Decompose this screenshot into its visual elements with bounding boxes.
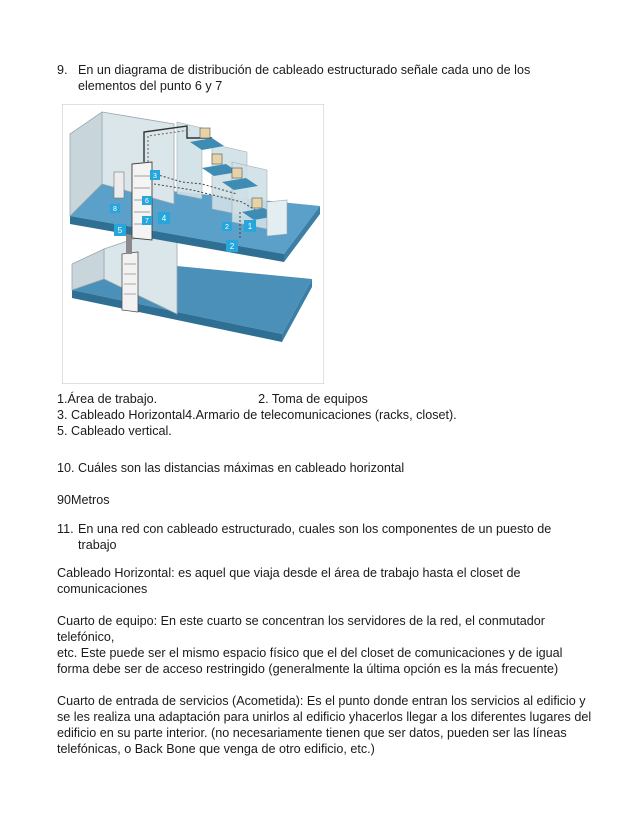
- paragraph-cuarto-equipo-1: Cuarto de equipo: En este cuarto se concentran los servidores de la red, el conmutador telefónico,: [57, 614, 545, 644]
- label-5-badge: [114, 224, 126, 236]
- question-11: [57, 521, 567, 553]
- paragraph-cuarto-equipo-2: etc. Este puede ser el mismo espacio físico que el del closet de comunicaciones y de igual forma debe ser de acceso restringido (generalmente la última opción es la más frecuente): [57, 646, 563, 676]
- legend-item-2: 2. Toma de equipos: [258, 392, 368, 406]
- paragraph-cableado-horizontal: Cableado Horizontal: es aquel que viaja desde el área de trabajo hasta el closet de comunicaciones: [57, 566, 521, 596]
- label-5: 5: [117, 226, 123, 235]
- question-10: [57, 460, 577, 476]
- answer-10: 90Metros: [57, 493, 110, 507]
- label-2-badge-top: [222, 222, 232, 231]
- legend-line-2: 3. Cableado Horizontal4.Armario de telecomunicaciones (racks, closet).: [57, 408, 457, 422]
- paragraph-acometida: Cuarto de entrada de servicios (Acometida): Es el punto donde entran los servicios al edificio y se les realiza una adaptación para unirlos al edificio yhacerlos llegar a los diferentes lugares del edificio en su parte interior. (no necesariamente tienen que ser datos, pueden ser las líneas telefónicas, o Back Bone que venga de otro edificio, etc.): [57, 694, 592, 756]
- label-7: 7: [145, 218, 149, 225]
- label-8: 8: [113, 206, 117, 213]
- wall-panel: [114, 172, 124, 198]
- label-2-badge: [226, 240, 238, 252]
- legend-item-1: 1.Área de trabajo.: [57, 392, 158, 406]
- label-7-badge: [142, 216, 152, 225]
- label-3: 3: [153, 173, 157, 180]
- question-9-number: 9.: [57, 63, 68, 77]
- legend-line-3: 5. Cableado vertical.: [57, 424, 172, 438]
- label-6-badge: [142, 196, 152, 205]
- legend-line-1: [57, 391, 368, 407]
- structured-cabling-diagram: [62, 104, 324, 384]
- partition-front: [267, 200, 287, 236]
- question-9-text: En un diagrama de distribución de cableado estructurado señale cada uno de los elementos del punto 6 y 7: [78, 63, 531, 93]
- question-10-number: 10.: [57, 461, 75, 475]
- label-3-badge: [150, 170, 160, 180]
- svg-text:2: 2: [225, 224, 229, 231]
- label-1-badge: [244, 220, 256, 232]
- label-6: 6: [145, 198, 149, 205]
- label-1: 1: [247, 222, 253, 231]
- label-4: 4: [161, 214, 167, 223]
- question-9: [57, 62, 557, 94]
- question-10-text: Cuáles son las distancias máximas en cableado horizontal: [78, 461, 405, 475]
- question-11-text: En una red con cableado estructurado, cuales son los componentes de un puesto de trabajo: [78, 522, 552, 552]
- label-8-badge: [110, 204, 120, 213]
- lower-rack: [122, 252, 138, 312]
- label-2: 2: [229, 242, 235, 251]
- question-11-number: 11.: [57, 522, 74, 536]
- label-4-badge: [158, 212, 170, 224]
